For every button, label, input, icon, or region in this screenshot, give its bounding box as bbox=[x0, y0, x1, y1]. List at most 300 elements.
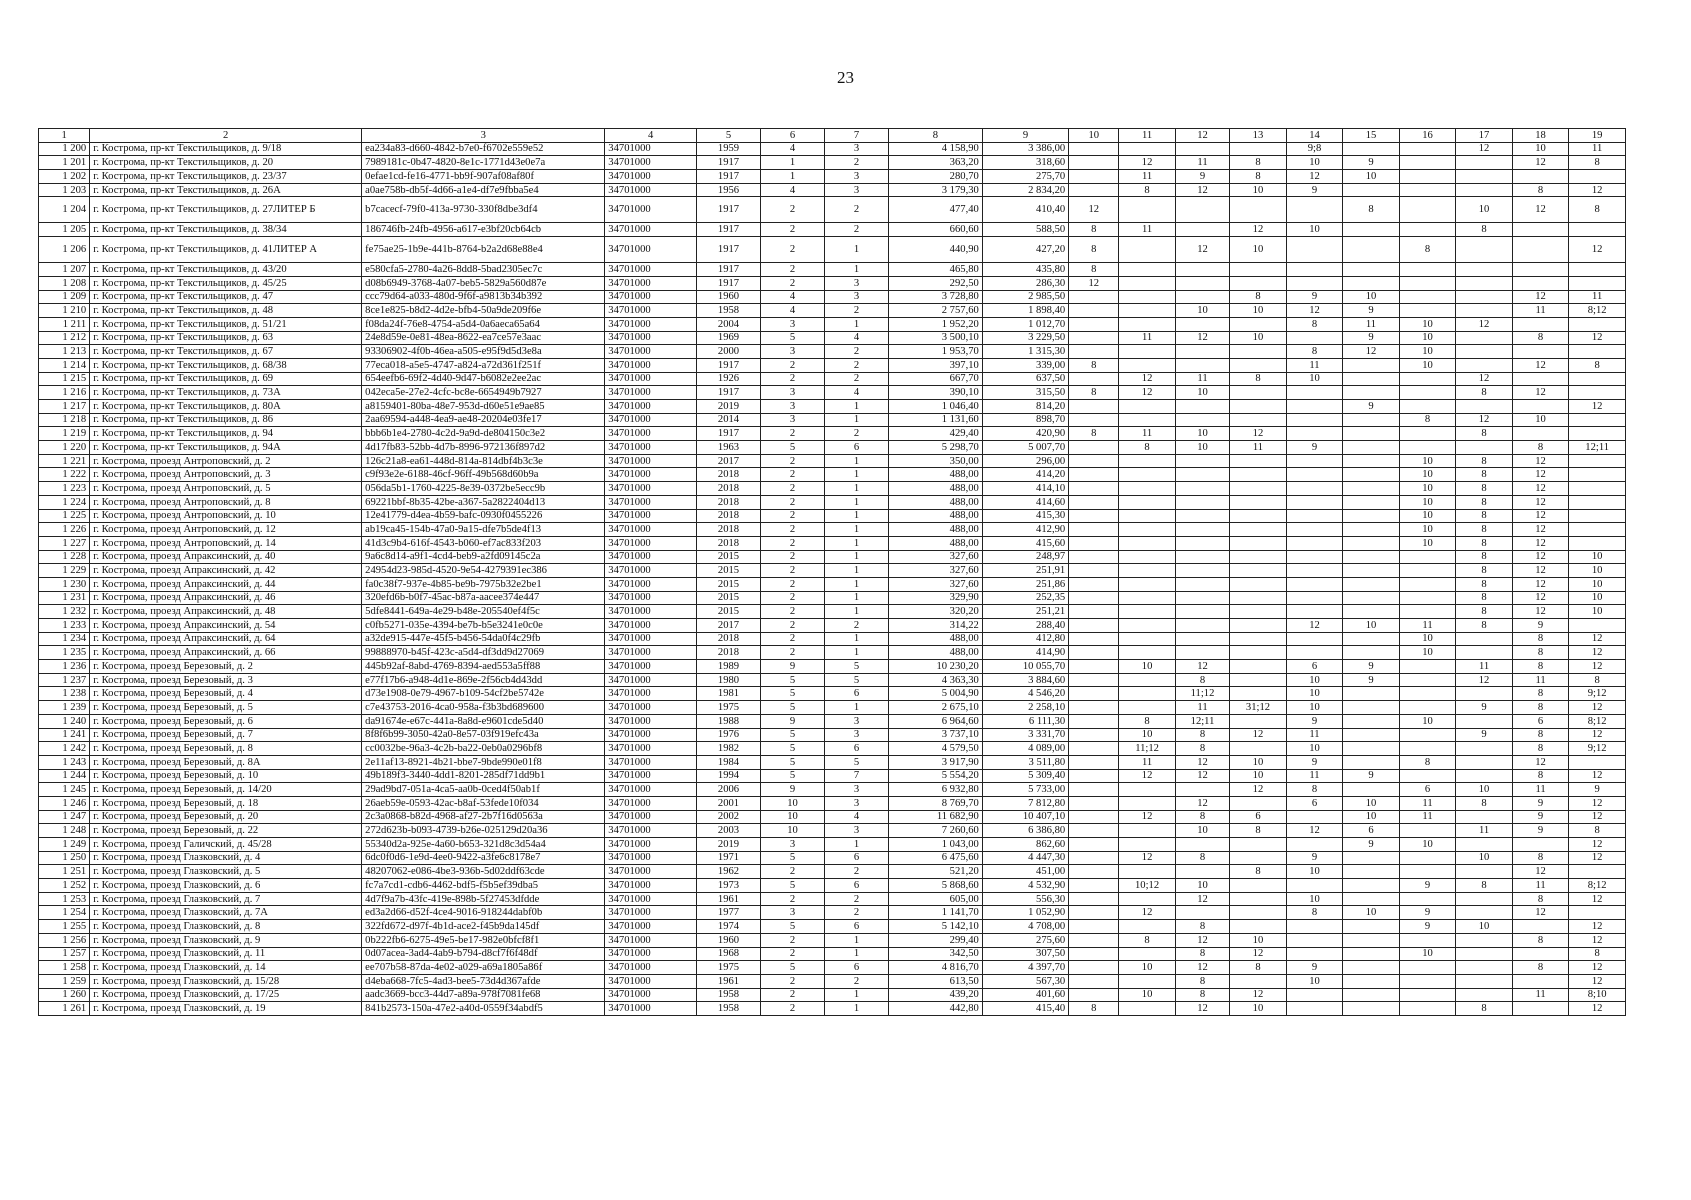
table-cell-col-6: 2 bbox=[761, 591, 825, 605]
table-cell-col-18: 11 bbox=[1512, 879, 1569, 893]
table-cell-col-8: 327,60 bbox=[888, 550, 982, 564]
table-cell-col-16 bbox=[1399, 386, 1456, 400]
table-cell-col-5: 2019 bbox=[697, 838, 761, 852]
table-row bbox=[39, 142, 1626, 156]
table-cell-col-19 bbox=[1569, 372, 1626, 386]
table-cell-col-16 bbox=[1399, 372, 1456, 386]
table-cell-col-3: 2e11af13-8921-4b21-bbe7-9bde990e01f8 bbox=[362, 755, 605, 769]
table-cell-col-16: 10 bbox=[1399, 358, 1456, 372]
table-cell-col-10 bbox=[1069, 865, 1119, 879]
table-cell-col-13 bbox=[1230, 838, 1287, 852]
table-cell-col-16: 10 bbox=[1399, 495, 1456, 509]
table-cell-col-17: 10 bbox=[1456, 851, 1513, 865]
table-cell-col-9: 1 052,90 bbox=[982, 906, 1068, 920]
table-cell-col-16: 6 bbox=[1399, 783, 1456, 797]
table-cell-col-5: 1961 bbox=[697, 974, 761, 988]
table-cell-col-16 bbox=[1399, 304, 1456, 318]
table-cell-col-6: 2 bbox=[761, 495, 825, 509]
table-cell-col-9: 427,20 bbox=[982, 237, 1068, 263]
table-cell-col-6: 4 bbox=[761, 304, 825, 318]
table-cell-col-10: 8 bbox=[1069, 1002, 1119, 1016]
table-row bbox=[39, 755, 1626, 769]
table-cell-col-15 bbox=[1343, 783, 1400, 797]
table-cell-col-16: 8 bbox=[1399, 755, 1456, 769]
table-cell-col-11 bbox=[1119, 263, 1176, 277]
table-cell-col-15: 11 bbox=[1343, 317, 1400, 331]
table-cell-col-18: 12 bbox=[1512, 906, 1569, 920]
table-row bbox=[39, 728, 1626, 742]
table-cell-col-5: 2018 bbox=[697, 536, 761, 550]
table-cell-col-3: da91674e-e67c-441a-8a8d-e9601cde5d40 bbox=[362, 714, 605, 728]
table-cell-col-17: 8 bbox=[1456, 879, 1513, 893]
table-cell-col-2: г. Кострома, пр-кт Текстильщиков, д. 63 bbox=[90, 331, 362, 345]
table-cell-col-6: 3 bbox=[761, 317, 825, 331]
table-cell-col-9: 3 884,60 bbox=[982, 673, 1068, 687]
table-cell-col-15 bbox=[1343, 183, 1400, 197]
table-cell-col-5: 2018 bbox=[697, 646, 761, 660]
table-cell-col-12 bbox=[1175, 509, 1229, 523]
table-cell-col-11 bbox=[1119, 947, 1176, 961]
table-cell-col-11 bbox=[1119, 591, 1176, 605]
table-cell-col-18: 8 bbox=[1512, 769, 1569, 783]
table-cell-col-18: 6 bbox=[1512, 714, 1569, 728]
table-cell-col-18: 9 bbox=[1512, 619, 1569, 633]
table-cell-col-19 bbox=[1569, 263, 1626, 277]
table-cell-col-16 bbox=[1399, 441, 1456, 455]
table-row bbox=[39, 933, 1626, 947]
table-cell-col-5: 2015 bbox=[697, 577, 761, 591]
table-row bbox=[39, 345, 1626, 359]
table-cell-col-4: 34701000 bbox=[605, 495, 697, 509]
table-cell-col-14 bbox=[1286, 400, 1343, 414]
table-cell-col-1: 1 235 bbox=[39, 646, 90, 660]
table-cell-col-13 bbox=[1230, 742, 1287, 756]
table-cell-col-17 bbox=[1456, 156, 1513, 170]
table-cell-col-13 bbox=[1230, 197, 1287, 223]
table-cell-col-3: aadc3669-bcc3-44d7-a89a-978f7081fe68 bbox=[362, 988, 605, 1002]
table-cell-col-11 bbox=[1119, 400, 1176, 414]
table-cell-col-10 bbox=[1069, 947, 1119, 961]
table-cell-col-10 bbox=[1069, 605, 1119, 619]
table-cell-col-9: 4 708,00 bbox=[982, 920, 1068, 934]
table-cell-col-15 bbox=[1343, 454, 1400, 468]
table-cell-col-3: 056da5b1-1760-4225-8e39-0372be5ecc9b bbox=[362, 482, 605, 496]
table-cell-col-7: 1 bbox=[824, 400, 888, 414]
table-cell-col-9: 1 315,30 bbox=[982, 345, 1068, 359]
table-cell-col-11 bbox=[1119, 358, 1176, 372]
table-row bbox=[39, 358, 1626, 372]
table-cell-col-19: 12 bbox=[1569, 237, 1626, 263]
table-cell-col-8: 429,40 bbox=[888, 427, 982, 441]
table-cell-col-13 bbox=[1230, 482, 1287, 496]
table-cell-col-8: 280,70 bbox=[888, 170, 982, 184]
table-cell-col-4: 34701000 bbox=[605, 237, 697, 263]
table-cell-col-17 bbox=[1456, 263, 1513, 277]
table-cell-col-13: 10 bbox=[1230, 237, 1287, 263]
table-cell-col-3: 0b222fb6-6275-49e5-be17-982e0bfcf8f1 bbox=[362, 933, 605, 947]
table-cell-col-17 bbox=[1456, 646, 1513, 660]
table-cell-col-5: 1917 bbox=[697, 156, 761, 170]
table-cell-col-2: г. Кострома, проезд Галичский, д. 45/28 bbox=[90, 838, 362, 852]
table-cell-col-11 bbox=[1119, 673, 1176, 687]
table-cell-col-8: 488,00 bbox=[888, 482, 982, 496]
table-cell-col-1: 1 240 bbox=[39, 714, 90, 728]
table-cell-col-6: 2 bbox=[761, 276, 825, 290]
table-cell-col-16 bbox=[1399, 564, 1456, 578]
table-cell-col-7: 1 bbox=[824, 988, 888, 1002]
column-number-header-row bbox=[39, 129, 1626, 143]
table-cell-col-14 bbox=[1286, 632, 1343, 646]
table-cell-col-3: 41d3c9b4-616f-4543-b060-ef7ac833f203 bbox=[362, 536, 605, 550]
table-cell-col-16: 8 bbox=[1399, 413, 1456, 427]
table-cell-col-15 bbox=[1343, 742, 1400, 756]
table-cell-col-7: 4 bbox=[824, 386, 888, 400]
table-row bbox=[39, 687, 1626, 701]
table-cell-col-12: 9 bbox=[1175, 170, 1229, 184]
table-cell-col-10 bbox=[1069, 591, 1119, 605]
table-cell-col-2: г. Кострома, проезд Антроповский, д. 12 bbox=[90, 523, 362, 537]
table-row bbox=[39, 701, 1626, 715]
table-cell-col-9: 435,80 bbox=[982, 263, 1068, 277]
table-cell-col-9: 248,97 bbox=[982, 550, 1068, 564]
table-cell-col-14 bbox=[1286, 523, 1343, 537]
table-cell-col-18: 8 bbox=[1512, 687, 1569, 701]
table-cell-col-18: 12 bbox=[1512, 495, 1569, 509]
table-cell-col-4: 34701000 bbox=[605, 701, 697, 715]
table-cell-col-12 bbox=[1175, 454, 1229, 468]
table-cell-col-10: 8 bbox=[1069, 358, 1119, 372]
table-cell-col-1: 1 244 bbox=[39, 769, 90, 783]
table-cell-col-18: 12 bbox=[1512, 509, 1569, 523]
table-cell-col-12 bbox=[1175, 142, 1229, 156]
table-cell-col-9: 862,60 bbox=[982, 838, 1068, 852]
table-cell-col-14 bbox=[1286, 509, 1343, 523]
table-cell-col-13: 10 bbox=[1230, 1002, 1287, 1016]
table-cell-col-9: 296,00 bbox=[982, 454, 1068, 468]
table-cell-col-7: 5 bbox=[824, 660, 888, 674]
table-cell-col-19: 8 bbox=[1569, 197, 1626, 223]
table-cell-col-13 bbox=[1230, 906, 1287, 920]
table-cell-col-9: 286,30 bbox=[982, 276, 1068, 290]
table-row bbox=[39, 331, 1626, 345]
table-cell-col-15: 12 bbox=[1343, 345, 1400, 359]
table-cell-col-13: 8 bbox=[1230, 156, 1287, 170]
table-cell-col-3: 654eefb6-69f2-4d40-9d47-b6082e2ee2ac bbox=[362, 372, 605, 386]
table-cell-col-1: 1 209 bbox=[39, 290, 90, 304]
table-cell-col-12: 11;12 bbox=[1175, 687, 1229, 701]
table-cell-col-9: 2 834,20 bbox=[982, 183, 1068, 197]
table-cell-col-19: 11 bbox=[1569, 290, 1626, 304]
table-cell-col-16 bbox=[1399, 673, 1456, 687]
table-cell-col-7: 1 bbox=[824, 495, 888, 509]
table-cell-col-7: 5 bbox=[824, 755, 888, 769]
table-cell-col-10 bbox=[1069, 156, 1119, 170]
table-cell-col-3: 48207062-e086-4be3-936b-5d02ddf63cde bbox=[362, 865, 605, 879]
table-row bbox=[39, 742, 1626, 756]
table-cell-col-10 bbox=[1069, 536, 1119, 550]
table-cell-col-8: 440,90 bbox=[888, 237, 982, 263]
table-cell-col-12: 11 bbox=[1175, 156, 1229, 170]
table-cell-col-4: 34701000 bbox=[605, 263, 697, 277]
table-cell-col-12: 8 bbox=[1175, 673, 1229, 687]
table-cell-col-3: d4eba668-7fc5-4ad3-bee5-73d4d367afde bbox=[362, 974, 605, 988]
table-cell-col-13: 12 bbox=[1230, 728, 1287, 742]
table-cell-col-9: 451,00 bbox=[982, 865, 1068, 879]
table-cell-col-8: 7 260,60 bbox=[888, 824, 982, 838]
table-cell-col-9: 275,60 bbox=[982, 933, 1068, 947]
table-cell-col-6: 2 bbox=[761, 223, 825, 237]
table-cell-col-9: 414,20 bbox=[982, 468, 1068, 482]
table-row bbox=[39, 304, 1626, 318]
table-cell-col-17: 8 bbox=[1456, 495, 1513, 509]
table-cell-col-19: 12 bbox=[1569, 810, 1626, 824]
table-cell-col-15 bbox=[1343, 223, 1400, 237]
table-cell-col-14: 8 bbox=[1286, 317, 1343, 331]
table-cell-col-18: 12 bbox=[1512, 591, 1569, 605]
table-cell-col-19: 12 bbox=[1569, 632, 1626, 646]
table-cell-col-15 bbox=[1343, 263, 1400, 277]
table-cell-col-11 bbox=[1119, 632, 1176, 646]
table-cell-col-2: г. Кострома, проезд Апраксинский, д. 44 bbox=[90, 577, 362, 591]
table-cell-col-18: 9 bbox=[1512, 796, 1569, 810]
table-cell-col-8: 613,50 bbox=[888, 974, 982, 988]
table-cell-col-7: 3 bbox=[824, 276, 888, 290]
table-cell-col-3: 2aa69594-a448-4ea9-ae48-20204e03fe17 bbox=[362, 413, 605, 427]
table-cell-col-3: 320efd6b-b0f7-45ac-b87a-aacee374e447 bbox=[362, 591, 605, 605]
table-cell-col-8: 390,10 bbox=[888, 386, 982, 400]
table-cell-col-15 bbox=[1343, 1002, 1400, 1016]
table-cell-col-11 bbox=[1119, 345, 1176, 359]
table-cell-col-8: 327,60 bbox=[888, 577, 982, 591]
table-cell-col-8: 327,60 bbox=[888, 564, 982, 578]
table-cell-col-15 bbox=[1343, 482, 1400, 496]
table-cell-col-1: 1 224 bbox=[39, 495, 90, 509]
table-cell-col-5: 2018 bbox=[697, 632, 761, 646]
table-cell-col-19: 12 bbox=[1569, 961, 1626, 975]
table-cell-col-5: 1975 bbox=[697, 961, 761, 975]
table-cell-col-3: d08b6949-3768-4a07-beb5-5829a560d87e bbox=[362, 276, 605, 290]
table-cell-col-9: 10 055,70 bbox=[982, 660, 1068, 674]
table-cell-col-19: 12 bbox=[1569, 728, 1626, 742]
table-cell-col-13 bbox=[1230, 660, 1287, 674]
table-cell-col-4: 34701000 bbox=[605, 372, 697, 386]
table-cell-col-8: 3 500,10 bbox=[888, 331, 982, 345]
table-cell-col-14 bbox=[1286, 879, 1343, 893]
table-cell-col-18: 12 bbox=[1512, 564, 1569, 578]
table-cell-col-6: 2 bbox=[761, 605, 825, 619]
table-cell-col-14: 10 bbox=[1286, 372, 1343, 386]
table-cell-col-13 bbox=[1230, 276, 1287, 290]
table-cell-col-10 bbox=[1069, 879, 1119, 893]
table-cell-col-16 bbox=[1399, 974, 1456, 988]
table-cell-col-15 bbox=[1343, 947, 1400, 961]
table-cell-col-17 bbox=[1456, 865, 1513, 879]
table-cell-col-10 bbox=[1069, 974, 1119, 988]
table-cell-col-18: 9 bbox=[1512, 810, 1569, 824]
table-cell-col-7: 6 bbox=[824, 441, 888, 455]
table-cell-col-19 bbox=[1569, 454, 1626, 468]
table-cell-col-4: 34701000 bbox=[605, 331, 697, 345]
table-cell-col-4: 34701000 bbox=[605, 838, 697, 852]
table-cell-col-11: 12 bbox=[1119, 810, 1176, 824]
table-cell-col-2: г. Кострома, проезд Березовый, д. 20 bbox=[90, 810, 362, 824]
column-header-10: 10 bbox=[1069, 129, 1119, 143]
table-cell-col-1: 1 230 bbox=[39, 577, 90, 591]
table-cell-col-15 bbox=[1343, 427, 1400, 441]
table-cell-col-10 bbox=[1069, 687, 1119, 701]
table-cell-col-19: 9;12 bbox=[1569, 687, 1626, 701]
table-cell-col-1: 1 228 bbox=[39, 550, 90, 564]
table-cell-col-11: 12 bbox=[1119, 386, 1176, 400]
table-row bbox=[39, 1002, 1626, 1016]
table-cell-col-3: a32de915-447e-45f5-b456-54da0f4c29fb bbox=[362, 632, 605, 646]
table-cell-col-7: 3 bbox=[824, 183, 888, 197]
table-cell-col-12: 8 bbox=[1175, 742, 1229, 756]
table-cell-col-4: 34701000 bbox=[605, 906, 697, 920]
table-cell-col-2: г. Кострома, проезд Березовый, д. 3 bbox=[90, 673, 362, 687]
table-cell-col-4: 34701000 bbox=[605, 892, 697, 906]
table-cell-col-15 bbox=[1343, 851, 1400, 865]
table-cell-col-5: 1958 bbox=[697, 1002, 761, 1016]
table-cell-col-2: г. Кострома, проезд Апраксинский, д. 40 bbox=[90, 550, 362, 564]
table-cell-col-1: 1 218 bbox=[39, 413, 90, 427]
table-cell-col-14 bbox=[1286, 468, 1343, 482]
table-cell-col-3: a0ae758b-db5f-4d66-a1e4-df7e9fbba5e4 bbox=[362, 183, 605, 197]
table-cell-col-3: c0fb5271-035e-4394-be7b-b5e3241e0c0e bbox=[362, 619, 605, 633]
table-cell-col-19 bbox=[1569, 619, 1626, 633]
table-cell-col-7: 3 bbox=[824, 783, 888, 797]
table-cell-col-19: 8;12 bbox=[1569, 879, 1626, 893]
table-cell-col-15 bbox=[1343, 468, 1400, 482]
table-cell-col-13: 12 bbox=[1230, 223, 1287, 237]
table-cell-col-2: г. Кострома, проезд Апраксинский, д. 54 bbox=[90, 619, 362, 633]
table-cell-col-16: 8 bbox=[1399, 237, 1456, 263]
table-cell-col-18 bbox=[1512, 400, 1569, 414]
table-cell-col-17 bbox=[1456, 769, 1513, 783]
table-row bbox=[39, 400, 1626, 414]
table-cell-col-8: 6 932,80 bbox=[888, 783, 982, 797]
table-cell-col-3: 49b189f3-3440-4dd1-8201-285df71dd9b1 bbox=[362, 769, 605, 783]
table-cell-col-2: г. Кострома, пр-кт Текстильщиков, д. 23/37 bbox=[90, 170, 362, 184]
table-cell-col-19 bbox=[1569, 345, 1626, 359]
table-cell-col-9: 1 898,40 bbox=[982, 304, 1068, 318]
table-cell-col-6: 2 bbox=[761, 1002, 825, 1016]
table-cell-col-18 bbox=[1512, 947, 1569, 961]
table-cell-col-5: 1971 bbox=[697, 851, 761, 865]
table-cell-col-5: 1989 bbox=[697, 660, 761, 674]
table-cell-col-1: 1 242 bbox=[39, 742, 90, 756]
table-cell-col-13: 8 bbox=[1230, 824, 1287, 838]
table-cell-col-13 bbox=[1230, 317, 1287, 331]
table-cell-col-11 bbox=[1119, 304, 1176, 318]
table-cell-col-17: 12 bbox=[1456, 673, 1513, 687]
table-cell-col-6: 9 bbox=[761, 783, 825, 797]
table-cell-col-18: 8 bbox=[1512, 331, 1569, 345]
table-cell-col-16 bbox=[1399, 687, 1456, 701]
table-cell-col-8: 4 816,70 bbox=[888, 961, 982, 975]
table-cell-col-17: 8 bbox=[1456, 509, 1513, 523]
table-cell-col-12: 12 bbox=[1175, 769, 1229, 783]
table-cell-col-8: 8 769,70 bbox=[888, 796, 982, 810]
table-cell-col-6: 3 bbox=[761, 906, 825, 920]
table-cell-col-8: 2 757,60 bbox=[888, 304, 982, 318]
table-cell-col-11: 8 bbox=[1119, 714, 1176, 728]
table-cell-col-1: 1 222 bbox=[39, 468, 90, 482]
table-cell-col-4: 34701000 bbox=[605, 605, 697, 619]
table-cell-col-7: 1 bbox=[824, 701, 888, 715]
table-cell-col-9: 3 386,00 bbox=[982, 142, 1068, 156]
table-row bbox=[39, 550, 1626, 564]
table-cell-col-6: 5 bbox=[761, 701, 825, 715]
table-cell-col-16 bbox=[1399, 183, 1456, 197]
table-cell-col-19: 8;12 bbox=[1569, 304, 1626, 318]
table-cell-col-13: 10 bbox=[1230, 755, 1287, 769]
table-cell-col-17: 8 bbox=[1456, 468, 1513, 482]
table-cell-col-12 bbox=[1175, 290, 1229, 304]
table-cell-col-4: 34701000 bbox=[605, 920, 697, 934]
table-cell-col-11: 10 bbox=[1119, 660, 1176, 674]
table-cell-col-9: 414,60 bbox=[982, 495, 1068, 509]
table-cell-col-1: 1 202 bbox=[39, 170, 90, 184]
table-cell-col-12: 10 bbox=[1175, 879, 1229, 893]
table-cell-col-18: 8 bbox=[1512, 728, 1569, 742]
table-cell-col-2: г. Кострома, пр-кт Текстильщиков, д. 69 bbox=[90, 372, 362, 386]
table-cell-col-2: г. Кострома, проезд Березовый, д. 2 bbox=[90, 660, 362, 674]
table-cell-col-5: 2018 bbox=[697, 509, 761, 523]
table-cell-col-13: 12 bbox=[1230, 783, 1287, 797]
table-cell-col-19: 8;10 bbox=[1569, 988, 1626, 1002]
table-row bbox=[39, 714, 1626, 728]
table-cell-col-2: г. Кострома, пр-кт Текстильщиков, д. 48 bbox=[90, 304, 362, 318]
table-cell-col-7: 6 bbox=[824, 961, 888, 975]
table-cell-col-8: 299,40 bbox=[888, 933, 982, 947]
table-cell-col-4: 34701000 bbox=[605, 974, 697, 988]
table-cell-col-4: 34701000 bbox=[605, 358, 697, 372]
table-cell-col-19 bbox=[1569, 317, 1626, 331]
table-cell-col-9: 4 447,30 bbox=[982, 851, 1068, 865]
table-cell-col-14: 10 bbox=[1286, 156, 1343, 170]
table-cell-col-10 bbox=[1069, 824, 1119, 838]
table-cell-col-6: 2 bbox=[761, 988, 825, 1002]
table-cell-col-19: 12 bbox=[1569, 400, 1626, 414]
table-cell-col-18: 8 bbox=[1512, 933, 1569, 947]
table-cell-col-10 bbox=[1069, 454, 1119, 468]
column-header-6: 6 bbox=[761, 129, 825, 143]
column-header-13: 13 bbox=[1230, 129, 1287, 143]
table-cell-col-11 bbox=[1119, 495, 1176, 509]
table-cell-col-6: 5 bbox=[761, 755, 825, 769]
table-cell-col-8: 488,00 bbox=[888, 509, 982, 523]
table-cell-col-17 bbox=[1456, 441, 1513, 455]
table-cell-col-13 bbox=[1230, 646, 1287, 660]
table-cell-col-13: 31;12 bbox=[1230, 701, 1287, 715]
table-cell-col-13 bbox=[1230, 796, 1287, 810]
table-cell-col-17: 12 bbox=[1456, 142, 1513, 156]
table-cell-col-19: 12 bbox=[1569, 851, 1626, 865]
table-cell-col-4: 34701000 bbox=[605, 441, 697, 455]
table-cell-col-11 bbox=[1119, 317, 1176, 331]
table-cell-col-19 bbox=[1569, 468, 1626, 482]
table-cell-col-14 bbox=[1286, 591, 1343, 605]
table-cell-col-1: 1 205 bbox=[39, 223, 90, 237]
table-cell-col-17: 10 bbox=[1456, 920, 1513, 934]
table-row bbox=[39, 509, 1626, 523]
table-cell-col-6: 3 bbox=[761, 400, 825, 414]
table-cell-col-9: 814,20 bbox=[982, 400, 1068, 414]
table-cell-col-4: 34701000 bbox=[605, 646, 697, 660]
table-cell-col-18 bbox=[1512, 237, 1569, 263]
table-cell-col-6: 10 bbox=[761, 796, 825, 810]
